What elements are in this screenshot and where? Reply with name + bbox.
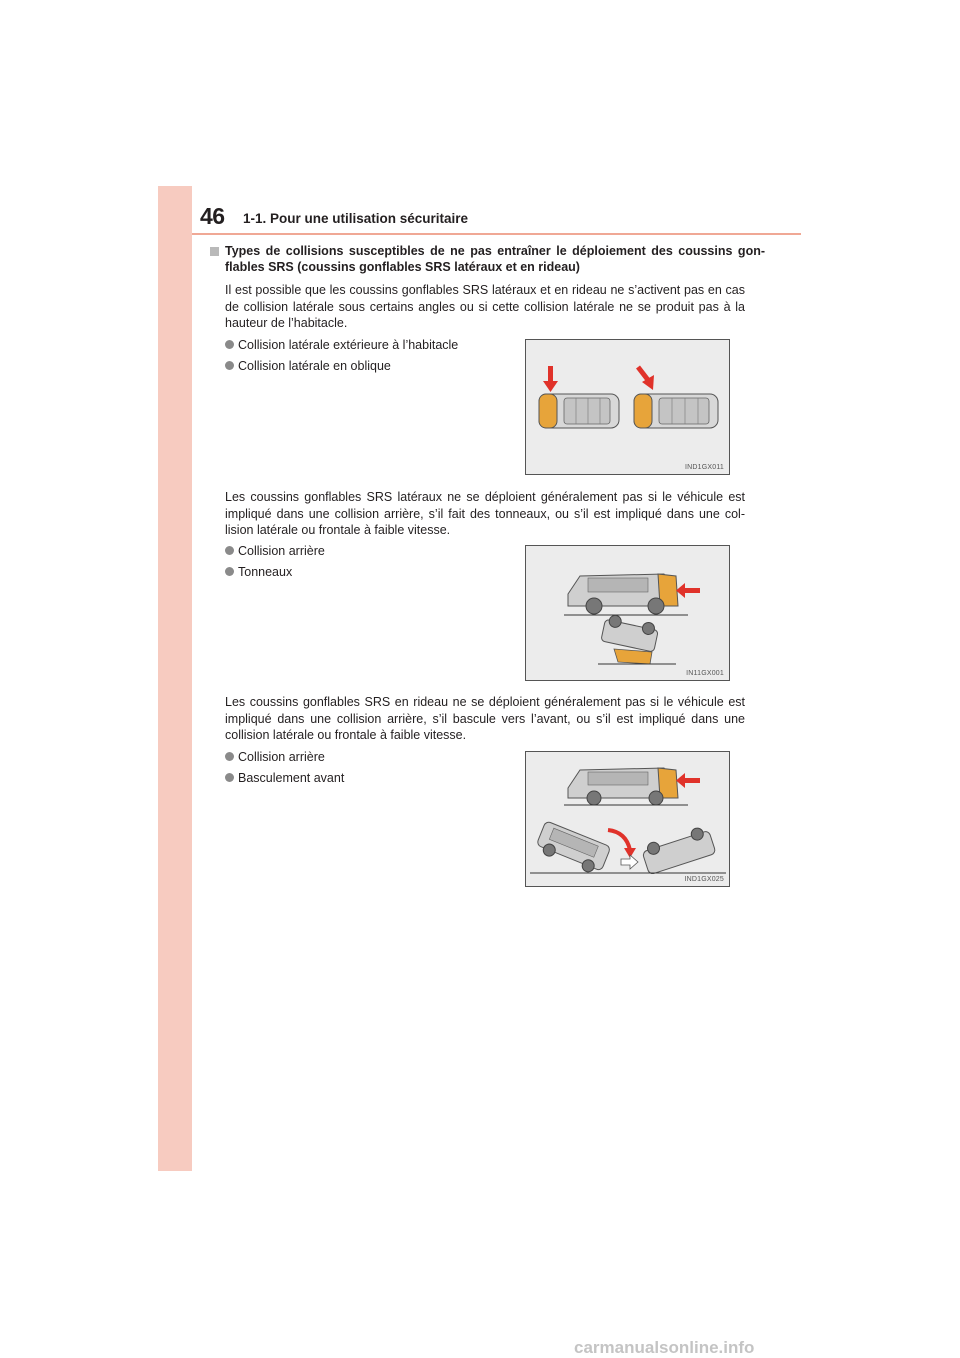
heading-square-icon [210,247,219,256]
bullet-text: Basculement avant [238,771,345,785]
page-number: 46 [200,203,225,229]
bullet-item [225,770,344,786]
intro-paragraph: Il est possible que les coussins gonflables SRS latéraux et en rideau ne s’activent pas en cas de collision latérale sous certains angles ou si cette collision latérale ne se produit pas à la hauteur de l’habitacle. [225,283,745,330]
bullet-item [225,358,391,374]
car-side-icon [568,574,678,614]
bullet-item [225,337,458,353]
car-topview-icon [634,394,718,428]
bullet-icon [225,567,234,576]
bullet-text: Collision latérale extérieure à l’habitacle [238,338,459,352]
car-flipped-icon [640,825,716,875]
bullet-item [225,564,292,580]
figure-rear-forward-tip [525,751,730,887]
bullet-text: Collision arrière [238,544,325,558]
watermark: carmanualsonline.info [574,1338,755,1357]
car-topview-icon [539,394,619,428]
figure-code: IND1GX025 [684,876,724,883]
car-tipping-icon [534,821,611,877]
heading-text: Types de collisions susceptibles de ne pas entraîner le déploiement des coussins gon- flables SRS (coussins gonflables SRS latéraux et en rideau) [225,244,765,274]
car-rollover-icon [601,613,660,652]
car-side-icon [568,768,678,805]
bullet-icon [225,752,234,761]
figure-rear-rollover [525,545,730,681]
bullet-text: Collision latérale en oblique [238,359,391,373]
bullet-text: Tonneaux [238,565,293,579]
forward-tip-illustration [526,752,730,887]
paragraph-side-airbags: Les coussins gonflables SRS latéraux ne se déploient généralement pas si le véhicule est impliqué dans une collision arrière, s’il fait des tonneaux, ou s’il est impliqué dans une col- lision latérale ou frontale à faible vitesse. [225,490,745,537]
figure-side-collision [525,339,730,475]
bullet-item [225,749,325,765]
bullet-icon [225,361,234,370]
bullet-icon [225,546,234,555]
section-title: 1-1. Pour une utilisation sécuritaire [243,211,469,226]
header-rule [192,233,801,235]
bullet-icon [225,773,234,782]
rotation-arrow-icon [608,830,630,850]
bullet-item [225,543,325,559]
impact-arrow-icon [676,583,700,598]
side-collision-illustration [526,340,730,475]
figure-code: IN11GX001 [686,670,724,677]
impact-arrow-icon [676,773,700,788]
paragraph-curtain-airbags: Les coussins gonflables SRS en rideau ne se déploient généralement pas si le véhicule est impliqué dans une collision arrière, s’il bascule vers l’avant, ou s’il est impliqué dans une collision latérale ou frontale à faible vitesse. [225,695,745,742]
rear-rollover-illustration [526,546,730,681]
bullet-icon [225,340,234,349]
figure-code: IND1GX011 [684,464,724,471]
impact-arrow-icon [543,366,558,392]
bullet-text: Collision arrière [238,750,325,764]
section-heading [210,243,765,275]
impact-arrow-icon [638,367,654,390]
side-tab-band [158,186,192,1171]
